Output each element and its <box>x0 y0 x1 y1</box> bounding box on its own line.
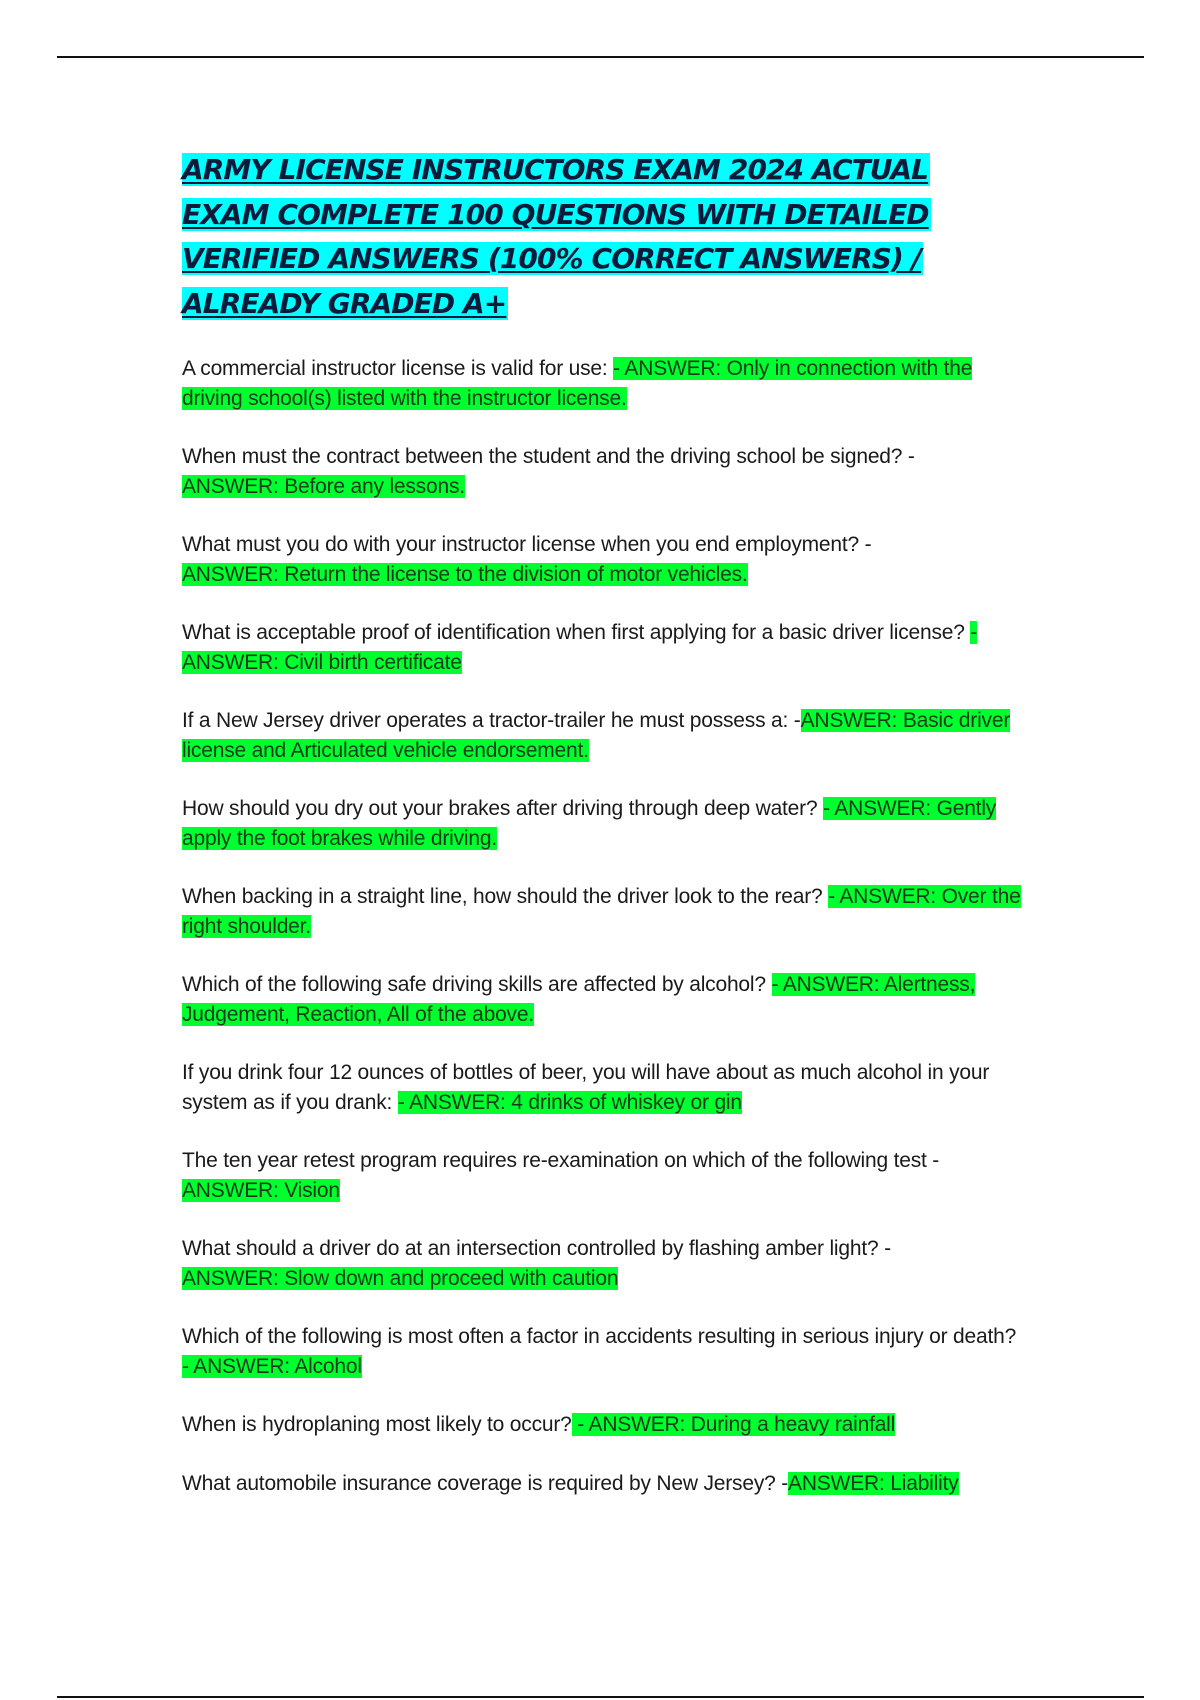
qa-item-3 <box>182 530 1022 589</box>
question-text: Which of the following is most often a factor in accidents resulting in serious injury or death? <box>182 1325 1017 1348</box>
qa-item-14 <box>182 1469 1022 1499</box>
qa-item-6 <box>182 794 1022 853</box>
bottom-rule <box>57 1696 1144 1698</box>
top-rule <box>57 56 1144 58</box>
question-text: What should a driver do at an intersection controlled by flashing amber light? - <box>182 1237 891 1260</box>
qa-item-11 <box>182 1234 1022 1293</box>
question-text: When backing in a straight line, how should the driver look to the rear? <box>182 885 829 908</box>
answer-highlight: - ANSWER: Gently apply the foot brakes while driving. <box>182 797 997 850</box>
document-body <box>182 148 1022 1527</box>
answer-highlight: ANSWER: Slow down and proceed with caution <box>182 1266 619 1290</box>
qa-item-7 <box>182 882 1022 941</box>
question-text: If you drink four 12 ounces of bottles of beer, you will have about as much alcohol in your system as if you drank: <box>182 1061 990 1114</box>
question-text: What is acceptable proof of identification when first applying for a basic driver license? <box>182 621 971 644</box>
qa-item-12 <box>182 1322 1022 1381</box>
answer-highlight: - ANSWER: Alertness, Judgement, Reaction, All of the above. <box>182 973 976 1026</box>
question-text: What must you do with your instructor license when you end employment? - <box>182 533 872 556</box>
qa-item-10 <box>182 1146 1022 1205</box>
question-text: When is hydroplaning most likely to occur? <box>182 1413 572 1436</box>
answer-highlight: ANSWER: Basic driver license and Articulated vehicle endorsement. <box>182 709 1011 762</box>
answer-highlight: - ANSWER: During a heavy rainfall <box>571 1413 896 1436</box>
answer-highlight: - ANSWER: Alcohol <box>182 1354 362 1378</box>
qa-item-8 <box>182 970 1022 1029</box>
title-highlight: ARMY LICENSE INSTRUCTORS EXAM 2024 ACTUAL EXAM COMPLETE 100 QUESTIONS WITH DETAILED VERIFIED ANSWERS (100% CORRECT ANSWERS) / ALREADY GRADED A+ <box>182 153 929 320</box>
question-text: What automobile insurance coverage is required by New Jersey? - <box>182 1471 789 1495</box>
answer-highlight: ANSWER: Return the license to the division of motor vehicles. <box>182 562 748 586</box>
answer-highlight: - ANSWER: Over the right shoulder. <box>182 885 1021 938</box>
answer-highlight: - ANSWER: Civil birth certificate <box>182 621 978 674</box>
qa-item-9 <box>182 1058 1022 1117</box>
qa-item-4 <box>182 618 1022 677</box>
question-text: Which of the following safe driving skills are affected by alcohol? <box>182 973 772 996</box>
qa-item-5 <box>182 706 1022 765</box>
document-title <box>182 148 1022 326</box>
answer-highlight: ANSWER: Vision <box>182 1178 340 1202</box>
qa-item-2 <box>182 442 1022 501</box>
qa-item-1 <box>182 354 1022 413</box>
question-text: If a New Jersey driver operates a tractor-trailer he must possess a: - <box>182 709 801 732</box>
answer-highlight: ANSWER: Before any lessons. <box>182 474 465 498</box>
question-text: When must the contract between the student and the driving school be signed? - <box>182 445 915 468</box>
question-text: How should you dry out your brakes after driving through deep water? <box>182 797 824 820</box>
answer-highlight: ANSWER: Liability <box>788 1471 959 1495</box>
question-text: The ten year retest program requires re-examination on which of the following test - <box>182 1149 940 1172</box>
qa-item-13 <box>182 1410 1022 1440</box>
answer-highlight: - ANSWER: Only in connection with the driving school(s) listed with the instructor license. <box>182 357 973 410</box>
question-text: A commercial instructor license is valid for use: <box>182 357 614 380</box>
answer-highlight: - ANSWER: 4 drinks of whiskey or gin <box>397 1090 742 1114</box>
